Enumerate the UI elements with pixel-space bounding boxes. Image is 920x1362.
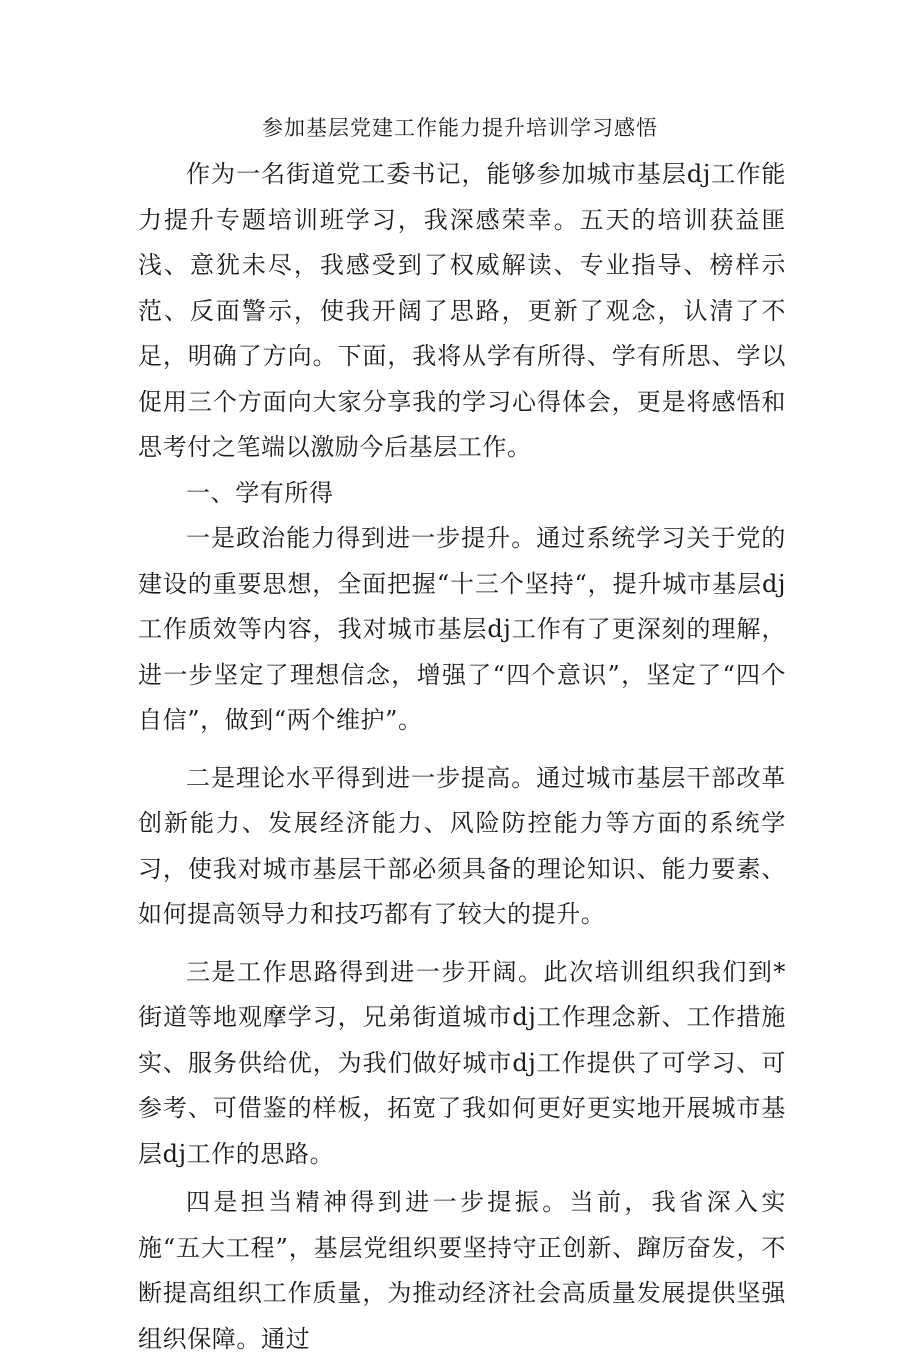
- point-2-paragraph: 二是理论水平得到进一步提高。通过城市基层干部改革创新能力、发展经济能力、风险防控能力等方面的系统学习，使我对城市基层干部必须具备的理论知识、能力要素、如何提高领导力和技巧都有了较大的提升。: [138, 763, 786, 928]
- point-1-paragraph: 一是政治能力得到进一步提升。通过系统学习关于党的建设的重要思想，全面把握“十三个坚持“，提升城市基层dj工作质效等内容，我对城市基层dj工作有了更深刻的理解，进一步坚定了理想信念，增强了“四个意识”，坚定了“四个自信”，做到“两个维护”。: [138, 524, 786, 734]
- point-3-paragraph: 三是工作思路得到进一步开阔。此次培训组织我们到*街道等地观摩学习，兄弟街道城市dj工作理念新、工作措施实、服务供给优，为我们做好城市dj工作提供了可学习、可参考、可借鉴的样板，拓宽了我如何更好更实地开展城市基层dj工作的思路。: [138, 957, 786, 1168]
- section-heading-1: 一、学有所得: [186, 478, 334, 507]
- point-4-paragraph: 四是担当精神得到进一步提振。当前，我省深入实施“五大工程”，基层党组织要坚持守正创新、蹿厉奋发，不断提高组织工作质量，为推动经济社会高质量发展提供坚强组织保障。通过: [138, 1188, 786, 1353]
- document-body: [138, 152, 786, 1362]
- document-title: 参加基层党建工作能力提升培训学习感悟: [262, 116, 658, 140]
- intro-paragraph: 作为一名街道党工委书记，能够参加城市基层dj工作能力提升专题培训班学习，我深感荣幸。五天的培训获益匪浅、意犹未尽，我感受到了权威解读、专业指导、榜样示范、反面警示，使我开阔了思路，更新了观念，认清了不足，明确了方向。下面，我将从学有所得、学有所思、学以促用三个方面向大家分享我的学习心得体会，更是将感悟和思考付之笔端以激励今后基层工作。: [138, 160, 786, 461]
